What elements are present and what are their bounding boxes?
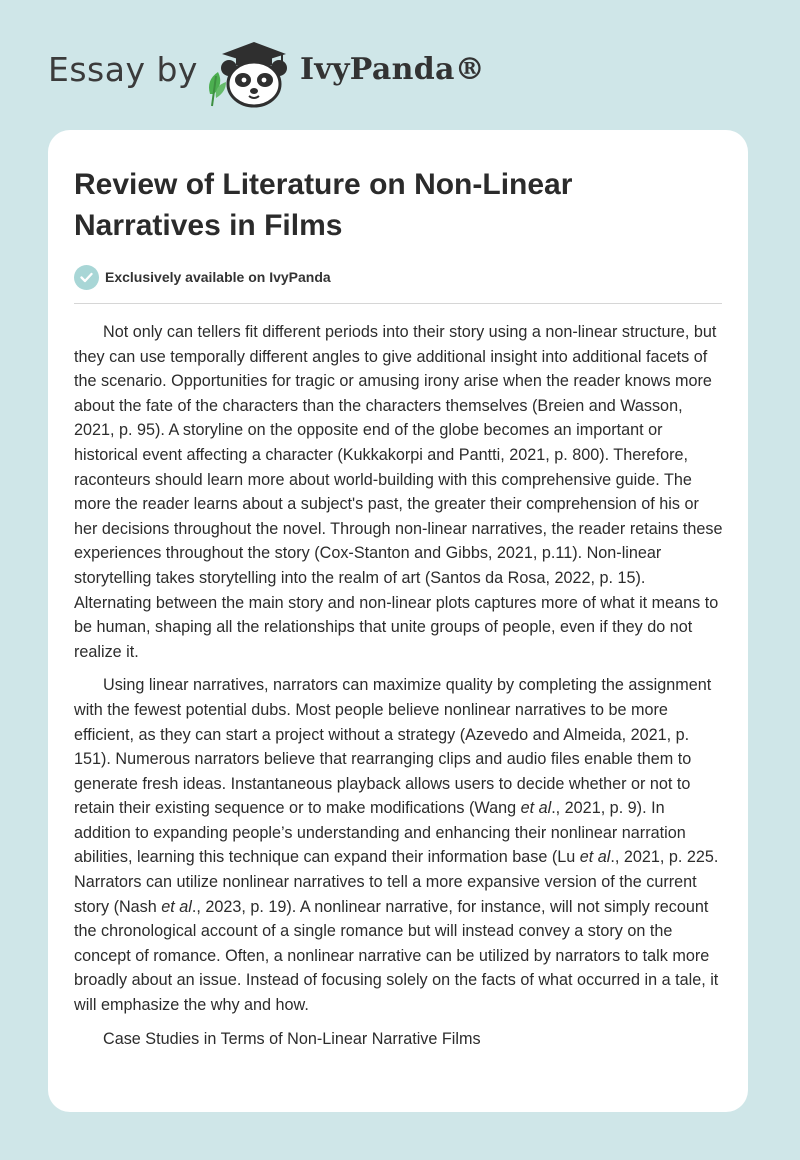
essay-by-label: Essay by (48, 50, 198, 89)
essay-title: Review of Literature on Non-Linear Narratives in Films (74, 168, 573, 242)
essay-body (74, 320, 724, 1060)
divider (74, 303, 722, 304)
check-icon (74, 265, 99, 290)
section-subheading: Case Studies in Terms of Non-Linear Narrative Films (103, 1029, 481, 1048)
panda-graduate-icon (202, 36, 294, 110)
exclusive-badge-label: Exclusively available on IvyPanda (105, 269, 331, 285)
paragraph-2: Using linear narratives, narrators can maximize quality by completing the assignment with the fewest potential dubs. Most people believe nonlinear narratives to be more efficient, as they can start a project without a strategy (Azevedo and Almeida, 2021, p. 151). Numerous narrators believe that rearranging clips and audio files enable them to generate fresh ideas. Instantaneous playback allows users to decide whether or not to retain their existing sequence or to make modifications (Wang et al., 2021, p. 9). In addition to expanding people’s understanding and enhancing their nonlinear narration abilities, learning this technique can expand their information base (Lu et al., 2021, p. 225. Narrators can utilize nonlinear narratives to tell a more expansive version of the current story (Nash et al., 2023, p. 19). A nonlinear narrative, for instance, will not simply recount the chronological account of a single romance but will instead convey a story on the concept of romance. Often, a nonlinear narrative can be utilized by narrators to talk more broadly about an issue. Instead of focusing solely on the facts of what occurred in a tale, it will emphasize the why and how. (74, 676, 719, 1015)
essay-card (48, 130, 748, 1112)
exclusive-badge (74, 264, 331, 290)
paragraph-1: Not only can tellers fit different periods into their story using a non-linear structure, but they can use temporally different angles to give additional insight into additional facets of the scenario. Opportunities for tragic or amusing irony arise when the reader knows more about the fate of the characters than the characters themselves (Breien and Wasson, 2021, p. 95). A storyline on the opposite end of the globe becomes an important or historical event affecting a character (Kukkakorpi and Pantti, 2021, p. 800). Therefore, raconteurs should learn more about world-building with this comprehensive guide. The more the reader learns about a subject's past, the greater their comprehension of his or her decisions throughout the novel. Through non-linear narratives, the reader retains these experiences throughout the story (Cox-Stanton and Gibbs, 2021, p.11). Non-linear storytelling takes storytelling into the realm of art (Santos da Rosa, 2022, p. 15). Alternating between the main story and non-linear plots captures more of what it means to be human, shaping all the relationships that unite groups of people, even if they do not realize it. (74, 323, 723, 661)
brand-logo-text[interactable]: IvyPanda® (300, 52, 486, 87)
site-header (0, 0, 800, 125)
